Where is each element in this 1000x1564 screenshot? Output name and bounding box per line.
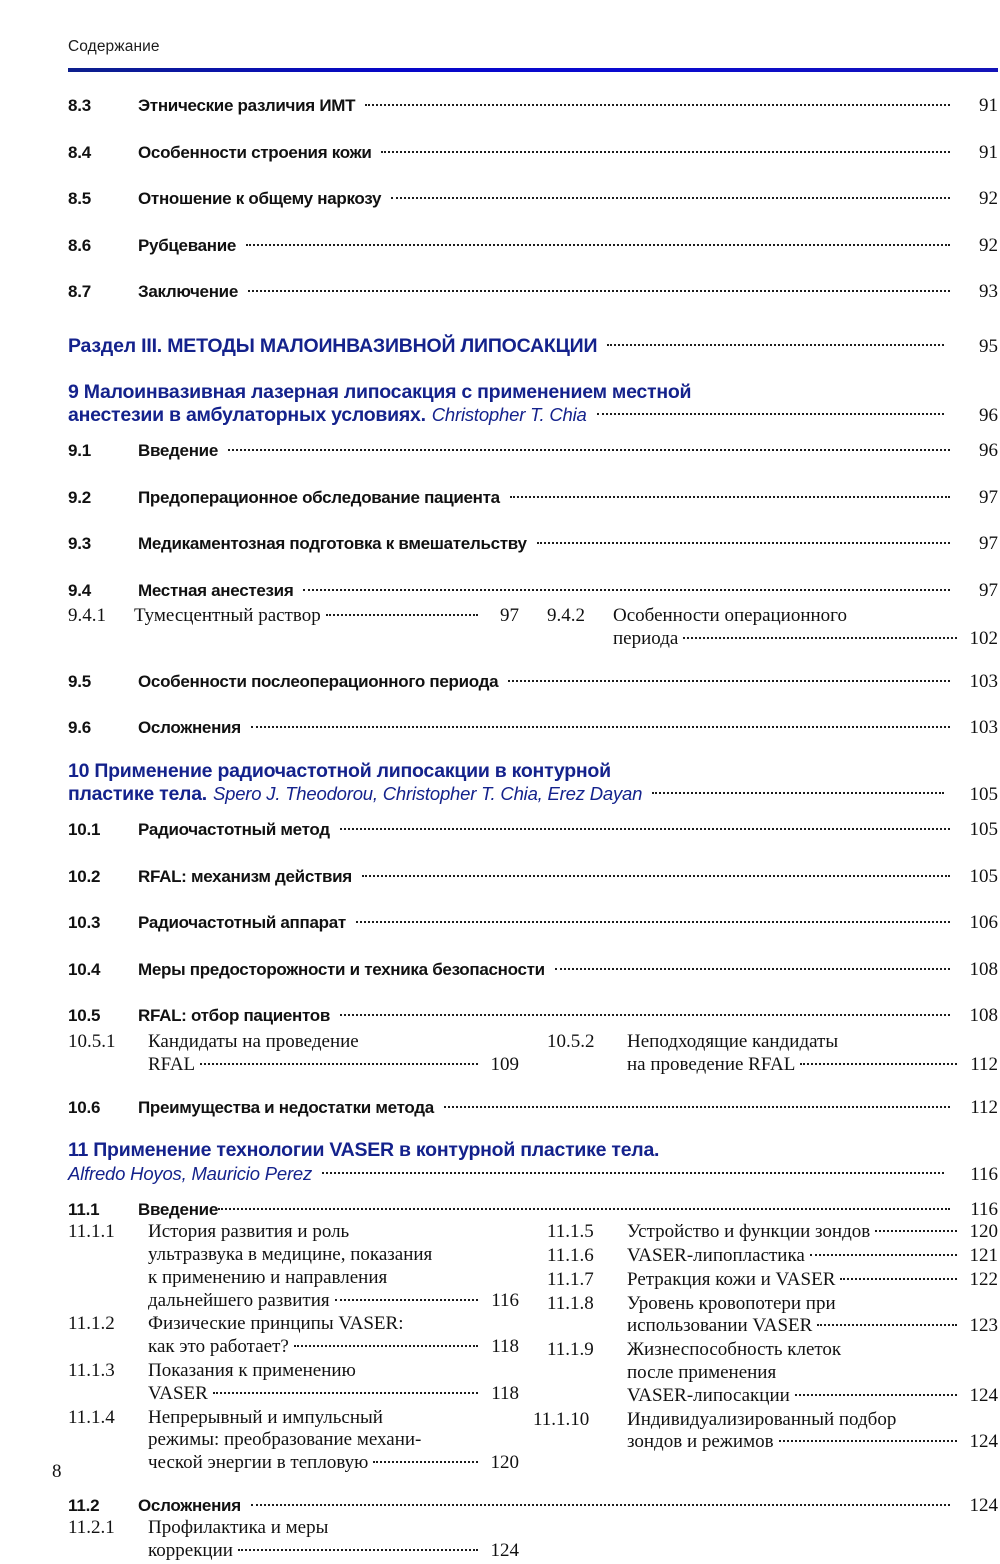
entry-number: 10.3 — [68, 913, 101, 933]
subentry-number: 11.1.2 — [68, 1313, 115, 1335]
entry-page: 124 — [969, 1494, 998, 1516]
entry-number: 9.4 — [68, 580, 92, 600]
entry-label: Преимущества и недостатки метода — [138, 1097, 434, 1117]
page-folio: 8 — [52, 1461, 62, 1482]
subentry-number: 11.1.3 — [68, 1359, 115, 1381]
leader-dots — [817, 1324, 957, 1326]
entry-number: 10.5 — [68, 1006, 101, 1026]
subentry-text-line1: Уровень кровопотери при — [627, 1292, 836, 1314]
toc-entry[interactable] — [68, 1006, 998, 1027]
leader-dots — [652, 792, 944, 794]
leader-dots — [238, 1549, 478, 1551]
subentry-number: 11.1.9 — [547, 1339, 594, 1361]
subentry-text-line2: VASER — [148, 1382, 208, 1404]
subentry-grid-11-1 — [68, 1221, 998, 1476]
leader-dots — [228, 449, 950, 451]
chapter-page: 116 — [970, 1163, 998, 1185]
subentry-text-line1: Особенности операционного — [613, 605, 847, 627]
subentry-text-line2: RFAL — [148, 1053, 196, 1075]
toc-subentry[interactable] — [68, 1360, 519, 1406]
entry-number: 9.2 — [68, 487, 92, 507]
entry-page: 97 — [979, 579, 998, 601]
toc-subentry[interactable] — [68, 1517, 519, 1563]
entry-page: 103 — [969, 670, 998, 692]
leader-dots — [340, 828, 950, 830]
toc-entry[interactable] — [68, 143, 998, 164]
leader-dots — [875, 1230, 957, 1232]
entry-page: 91 — [979, 95, 998, 116]
chapter-title-line1: 10 Применение радиочастотной липосакции в контурной — [68, 759, 611, 782]
toc-entry[interactable] — [68, 189, 998, 210]
leader-dots — [683, 637, 957, 639]
leader-dots — [303, 589, 950, 591]
toc-entry[interactable] — [68, 867, 998, 888]
entry-number: 8.3 — [68, 96, 92, 115]
entry-number: 9.5 — [68, 671, 92, 691]
chapter-title-line1: 11 Применение технологии VASER в контурной пластике тела. — [68, 1139, 660, 1162]
subentry-column-left — [68, 1221, 519, 1476]
leader-dots — [510, 496, 950, 498]
entry-label: Местная анестезия — [138, 580, 294, 600]
subentry-text-line1: Непрерывный и импульсный — [148, 1406, 383, 1428]
subentry-text-line2: на проведение RFAL — [627, 1053, 796, 1075]
entry-label: Радиочастотный аппарат — [138, 913, 346, 933]
entry-page: 92 — [979, 188, 998, 210]
subentry-page: 124 — [969, 1384, 998, 1406]
toc-entry[interactable] — [68, 1098, 998, 1119]
chapter-heading-9[interactable] — [68, 380, 998, 428]
subentry-grid-10-5 — [68, 1031, 998, 1078]
subentry-number: 9.4.2 — [547, 605, 585, 627]
toc-entry[interactable] — [68, 1496, 998, 1517]
toc-subentry[interactable] — [547, 1031, 998, 1077]
toc-subentry[interactable] — [547, 1221, 998, 1244]
subentry-column-left — [68, 605, 519, 652]
subentry-page: 124 — [490, 1540, 519, 1562]
toc-subentry[interactable] — [68, 605, 519, 628]
entry-number: 9.1 — [68, 441, 92, 461]
leader-dots — [251, 726, 950, 728]
leader-dots — [508, 680, 950, 682]
leader-dots — [365, 104, 950, 106]
leader-dots — [356, 921, 950, 923]
leader-dots — [340, 1014, 950, 1016]
subentry-page: 109 — [490, 1053, 519, 1075]
entry-number: 8.5 — [68, 189, 92, 209]
subentry-text-line2: периода — [613, 628, 679, 649]
subentry-page: 122 — [969, 1268, 998, 1290]
leader-dots — [362, 875, 950, 877]
entry-number: 10.4 — [68, 959, 101, 979]
entry-number: 11.1 — [68, 1199, 100, 1219]
toc-subentry[interactable] — [68, 1407, 519, 1475]
toc-entry[interactable] — [68, 1200, 998, 1221]
leader-dots — [444, 1106, 950, 1108]
subentry-text-line1: Жизнеспособность клеток — [627, 1339, 842, 1361]
entry-number: 10.1 — [68, 820, 101, 840]
subentry-grid-9-4 — [68, 605, 998, 652]
toc-entry[interactable] — [68, 581, 998, 602]
entry-label: Предоперационное обследование пациента — [138, 487, 500, 507]
entry-label: Осложнения — [138, 1495, 241, 1515]
part-page: 95 — [979, 335, 998, 357]
entry-label: Особенности строения кожи — [138, 142, 372, 162]
leader-dots — [326, 614, 478, 616]
toc-subentry[interactable] — [547, 1269, 998, 1292]
entry-number: 9.6 — [68, 718, 92, 738]
chapter-title-line2: анестезии в амбулаторных условиях. — [68, 404, 426, 427]
subentry-column-left — [68, 1517, 519, 1564]
chapter-title-line1: 9 Малоинвазивная лазерная липосакция с применением местной — [68, 380, 692, 403]
toc-subentry[interactable] — [547, 1245, 998, 1268]
subentry-number: 11.1.6 — [547, 1244, 594, 1266]
subentry-grid-11-2 — [68, 1517, 998, 1564]
entry-label: Введение — [138, 1199, 218, 1219]
subentry-column-right — [547, 605, 998, 652]
leader-dots — [251, 1504, 950, 1506]
subentry-number: 11.1.1 — [68, 1221, 115, 1243]
subentry-number: 9.4.1 — [68, 605, 106, 627]
subentry-page: 116 — [491, 1289, 519, 1311]
entry-page: 96 — [979, 440, 998, 462]
subentry-number: 11.1.10 — [533, 1408, 590, 1430]
toc-entry[interactable] — [68, 96, 998, 117]
subentry-page: 121 — [969, 1244, 998, 1266]
entry-number: 11.2 — [68, 1495, 100, 1515]
toc-entry[interactable] — [68, 820, 998, 841]
entry-number: 9.3 — [68, 534, 92, 554]
toc-entry[interactable] — [68, 672, 998, 693]
subentry-text-line2: после применения — [627, 1361, 777, 1383]
subentry-page: 97 — [500, 605, 519, 627]
entry-label: Осложнения — [138, 718, 241, 738]
subentry-text-line2: использовании VASER — [627, 1315, 813, 1337]
toc-entry[interactable] — [68, 960, 998, 981]
subentry-column-right — [547, 1517, 998, 1564]
subentry-text-line4: дальнейшего развития — [148, 1289, 330, 1311]
subentry-page: 120 — [969, 1221, 998, 1243]
chapter-authors: Alfredo Hoyos, Mauricio Perez — [68, 1162, 313, 1184]
subentry-text-line1: История развития и роль — [148, 1221, 350, 1243]
entry-label: Медикаментозная подготовка к вмешательству — [138, 534, 527, 554]
toc-entry[interactable] — [68, 718, 998, 739]
subentry-page: 123 — [969, 1315, 998, 1337]
entry-page: 91 — [979, 141, 998, 163]
subentry-number: 11.1.4 — [68, 1406, 115, 1428]
leader-dots — [810, 1254, 957, 1256]
entry-label: Введение — [138, 441, 218, 461]
subentry-text-line1: Профилактика и меры — [148, 1517, 329, 1539]
entry-label: RFAL: отбор пациентов — [138, 1006, 331, 1026]
leader-dots — [381, 151, 950, 153]
subentry-page: 112 — [970, 1053, 998, 1075]
entry-label: Рубцевание — [138, 235, 237, 255]
leader-dots — [373, 1461, 478, 1463]
subentry-number: 10.5.2 — [547, 1030, 595, 1052]
subentry-column-left — [68, 1031, 519, 1078]
entry-label: Радиочастотный метод — [138, 820, 330, 840]
subentry-text-line1: Физические принципы VASER: — [148, 1313, 404, 1335]
subentry-text: Тумесцентный раствор — [134, 605, 321, 627]
leader-dots — [246, 244, 950, 246]
entry-number: 8.7 — [68, 282, 92, 302]
entry-page: 108 — [969, 958, 998, 980]
entry-page: 105 — [969, 865, 998, 887]
subentry-text-line2: режимы: преобразование механи- — [148, 1429, 422, 1451]
leader-dots — [597, 413, 944, 415]
toc-entry[interactable] — [68, 913, 998, 934]
entry-label: Отношение к общему наркозу — [138, 189, 382, 209]
subentry-column-right — [533, 1221, 998, 1476]
chapter-heading-10[interactable] — [68, 759, 998, 807]
entry-label: Особенности послеоперационного периода — [138, 671, 499, 691]
entry-number: 10.2 — [68, 866, 101, 886]
toc-entry[interactable] — [68, 488, 998, 509]
subentry-text: Устройство и функции зондов — [627, 1221, 871, 1243]
part-title: Раздел III. МЕТОДЫ МАЛОИНВАЗИВНОЙ ЛИПОСАКЦИИ — [68, 334, 598, 357]
subentry-number: 11.2.1 — [68, 1517, 115, 1539]
chapter-authors: Spero J. Theodorou, Christopher T. Chia, Erez Dayan — [212, 783, 643, 805]
toc-entry[interactable] — [68, 441, 998, 462]
table-of-contents — [0, 96, 1000, 1564]
leader-dots — [391, 197, 950, 199]
subentry-text-line2: зондов и режимов — [627, 1431, 774, 1453]
leader-dots — [213, 1392, 478, 1394]
chapter-title-line2: пластике тела. — [68, 783, 207, 806]
toc-subentry[interactable] — [68, 1313, 519, 1359]
leader-dots — [248, 290, 950, 292]
chapter-page: 105 — [969, 784, 998, 806]
entry-page: 103 — [969, 717, 998, 739]
toc-entry[interactable] — [68, 534, 998, 555]
entry-page: 97 — [979, 533, 998, 555]
subentry-text-line1: Показания к применению — [148, 1359, 356, 1381]
leader-dots — [779, 1440, 957, 1442]
leader-dots — [322, 1172, 944, 1174]
chapter-heading-11[interactable] — [68, 1138, 998, 1186]
leader-dots — [218, 1208, 950, 1210]
chapter-authors: Christopher T. Chia — [431, 404, 587, 426]
toc-subentry[interactable] — [533, 1409, 998, 1455]
subentry-number: 11.1.8 — [547, 1292, 594, 1314]
subentry-page: 102 — [969, 628, 998, 649]
subentry-text-line1: Кандидаты на проведение — [148, 1030, 359, 1052]
subentry-page: 124 — [969, 1431, 998, 1453]
header-rule-divider — [68, 68, 998, 72]
toc-entry[interactable] — [68, 282, 998, 303]
subentry-text-line2: ультразвука в медицине, показания — [148, 1243, 433, 1265]
entry-page: 106 — [969, 912, 998, 934]
entry-page: 112 — [970, 1096, 998, 1118]
toc-subentry[interactable] — [547, 1293, 998, 1339]
entry-label: RFAL: механизм действия — [138, 866, 352, 886]
entry-page: 97 — [979, 486, 998, 508]
subentry-number: 10.5.1 — [68, 1030, 116, 1052]
entry-label: Этнические различия ИМТ — [138, 96, 356, 115]
leader-dots — [607, 344, 944, 346]
entry-number: 8.6 — [68, 235, 92, 255]
toc-entry[interactable] — [68, 236, 998, 257]
toc-subentry[interactable] — [547, 605, 998, 651]
subentry-text: Ретракция кожи и VASER — [627, 1268, 836, 1290]
toc-subentry[interactable] — [547, 1339, 998, 1407]
leader-dots — [840, 1278, 957, 1280]
subentry-text-line1: Неподходящие кандидаты — [627, 1030, 839, 1052]
entry-number: 10.6 — [68, 1097, 101, 1117]
subentry-text-line3: VASER-липосакции — [627, 1384, 790, 1406]
entry-page: 93 — [979, 281, 998, 303]
entry-page: 92 — [979, 234, 998, 256]
part-heading-3[interactable] — [68, 335, 998, 358]
leader-dots — [335, 1299, 478, 1301]
subentry-text-line1: Индивидуализированный подбор — [627, 1408, 897, 1430]
subentry-number: 11.1.7 — [547, 1268, 594, 1290]
entry-label: Меры предосторожности и техника безопасности — [138, 959, 545, 979]
toc-subentry[interactable] — [68, 1221, 519, 1312]
entry-label: Заключение — [138, 282, 238, 302]
subentry-text: VASER-липопластика — [627, 1244, 805, 1266]
subentry-text-line2: как это работает? — [148, 1336, 289, 1358]
subentry-column-right — [547, 1031, 998, 1078]
subentry-text-line2: коррекции — [148, 1540, 233, 1562]
subentry-page: 118 — [491, 1382, 519, 1404]
toc-subentry[interactable] — [68, 1031, 519, 1077]
leader-dots — [537, 542, 950, 544]
leader-dots — [294, 1345, 478, 1347]
subentry-page: 120 — [490, 1452, 519, 1474]
entry-page: 108 — [969, 1005, 998, 1027]
leader-dots — [795, 1394, 957, 1396]
subentry-text-line3: ческой энергии в тепловую — [148, 1452, 369, 1474]
subentry-text-line3: к применению и направления — [148, 1266, 388, 1288]
subentry-number: 11.1.5 — [547, 1221, 594, 1243]
leader-dots — [555, 968, 950, 970]
entry-number: 8.4 — [68, 142, 92, 162]
entry-page: 116 — [970, 1198, 998, 1220]
leader-dots — [800, 1063, 957, 1065]
subentry-page: 118 — [491, 1336, 519, 1358]
leader-dots — [200, 1063, 478, 1065]
chapter-page: 96 — [979, 405, 998, 427]
running-head: Содержание — [68, 38, 160, 55]
entry-page: 105 — [969, 819, 998, 841]
